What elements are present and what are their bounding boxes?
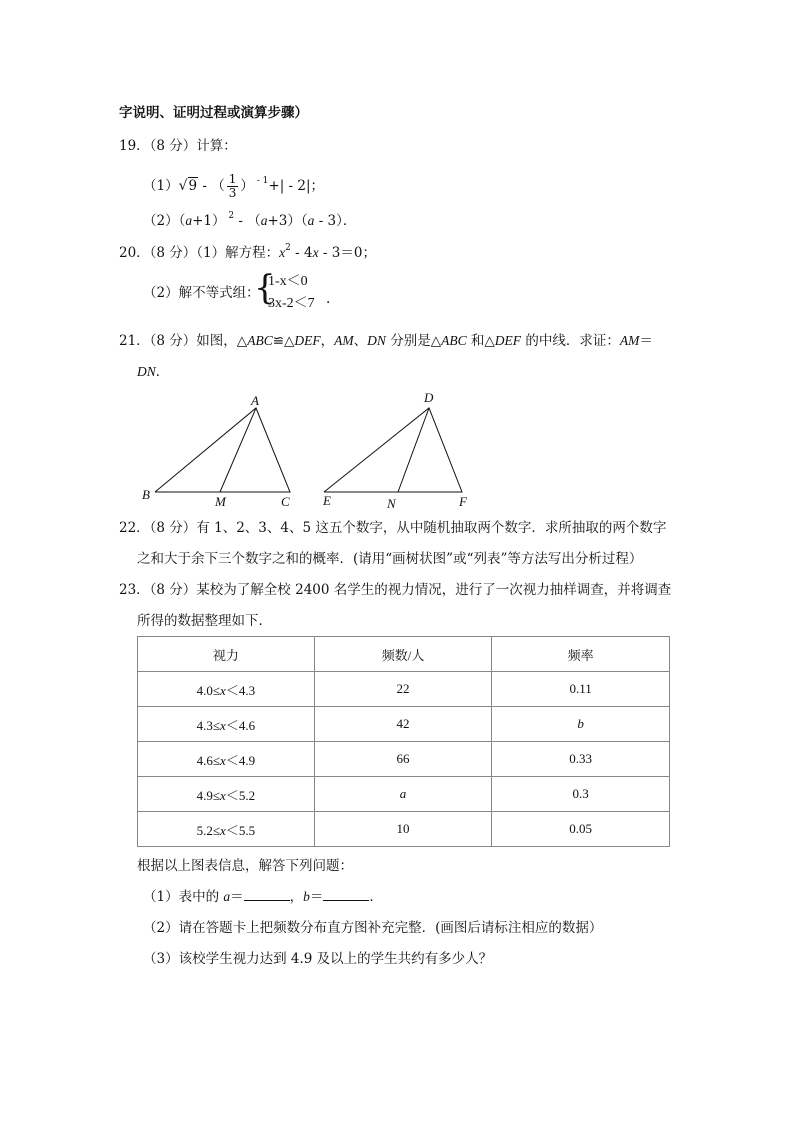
q21-and: 和△ [466,333,495,349]
label-f: F [459,494,467,509]
table-row [138,672,670,707]
range-cell: 4.9≤x＜5.2 [138,777,315,812]
q23-sub3: （3）该校学生视力达到 4.9 及以上的学生共约有多少人？ [143,951,493,967]
freq-cell: 66 [314,742,492,777]
q22-line1: 22．（8 分）有 1、2、3、4、5 这五个数字，从中随机抽取两个数字．求所抽取的两个数字 [119,520,667,536]
table-row [138,812,670,847]
label-n: N [387,496,396,511]
rate-cell: 0.11 [492,672,670,707]
table-header-cell: 频数/人 [314,637,492,672]
rate-cell: 0.05 [492,812,670,847]
q23-line1: 23．（8 分）某校为了解全校 2400 名学生的视力情况，进行了一次视力抽样调查，并将调查 [119,582,672,598]
label-d: D [424,392,434,405]
inequality-2: 3x-2＜7 [268,296,315,311]
seg-am: AM [619,333,640,348]
freq-cell: a [314,777,492,812]
q20-eq-end: - 3＝0； [318,245,376,261]
q19-p1-minus: - （ [198,178,225,194]
table-header-row [138,637,670,672]
q20-title: 20．（8 分）（1）解方程： [119,245,280,261]
q19-p1-rest: +| - 2|； [268,178,325,194]
q21-line1 [119,331,653,351]
exponent-two: 2 [225,211,235,221]
tri-abc: ABC [247,333,273,348]
q19-p2-mid3: +3）（ [267,213,308,229]
label-m: M [215,494,226,509]
q19-p1-prefix: （1） [143,178,179,194]
answer-blank-a [244,888,290,901]
left-brace: { [254,268,276,308]
q20-part1 [119,238,376,263]
seg-dn: DN [137,364,156,379]
q21-eq: ＝ [639,333,653,349]
table-row [138,777,670,812]
q20-part2-label: （2）解不等式组： [143,285,260,301]
q21-line2 [137,362,169,382]
rate-cell: b [492,707,670,742]
range-cell: 5.2≤x＜5.5 [138,812,315,847]
var-a: a [307,213,315,228]
seg-am: AM [334,333,354,348]
q23-s1-eq: ＝ [230,889,244,905]
rate-cell: 0.33 [492,742,670,777]
table-row [138,742,670,777]
exponent-neg-one: - 1 [253,176,269,186]
q23-after-table: 根据以上图表信息，解答下列问题： [137,858,353,874]
q19-p2-end: - 3）． [314,213,357,229]
q23-s1-end: ． [369,889,383,905]
q21-tail: 的中线．求证： [521,333,620,349]
vision-data-table [137,636,670,847]
q19-p2-prefix: （2）（ [143,213,186,229]
fraction-one-third [227,173,239,200]
exponent-two: 2 [285,243,291,253]
sqrt-symbol: √ [178,178,188,194]
range-cell: 4.0≤x＜4.3 [138,672,315,707]
q19-part1 [143,166,324,201]
table-row [138,707,670,742]
label-e: E [323,493,331,508]
q23-sub1 [143,887,383,907]
freq-cell: 22 [314,672,492,707]
seg-dn: DN [367,333,386,348]
freq-cell: 42 [314,707,492,742]
q23-s1-prefix: （1）表中的 [143,889,224,905]
sqrt-radicand: 9 [188,178,198,194]
q23-s1-comma: ， [289,889,304,905]
q21-sep: 、 [353,333,368,349]
triangle-def [324,408,462,492]
inequality-1: 1-x＜0 [268,274,308,289]
rate-cell: 0.3 [492,777,670,812]
tri-def: DEF [294,333,321,348]
frac-numerator: 1 [228,172,237,186]
q23-sub2: （2）请在答题卡上把频数分布直方图补充完整．(画图后请标注相应的数据） [143,920,603,936]
range-cell: 4.3≤x＜4.6 [138,707,315,742]
range-cell: 4.6≤x＜4.9 [138,742,315,777]
q20-end-period: . [326,291,331,307]
label-a: A [251,393,259,408]
var-a: a [223,889,231,904]
var-x: x [279,245,286,260]
congruent-sign: ≌△ [272,333,295,349]
section-header: 字说明、证明过程或演算步骤） [119,105,308,121]
q20-eq-rest: - 4 [290,245,313,261]
var-x: x [312,245,319,260]
q23-s1-eq: ＝ [309,889,324,905]
table-header-cell: 视力 [138,637,315,672]
q19-p2-mid2: - （ [234,213,261,229]
table-header-cell: 频率 [492,637,670,672]
median-am [220,408,256,492]
q21-end: ． [155,364,170,380]
answer-blank-b [323,888,369,901]
var-a: a [260,213,268,228]
label-b: B [142,487,150,502]
q21-comma: ， [320,333,335,349]
tri-abc: ABC [441,333,467,348]
triangle-abc [155,408,290,492]
q22-line2: 之和大于余下三个数字之和的概率．(请用“画树状图”或“列表”等方法写出分析过程） [137,551,643,567]
q19-p1-close: ） [240,178,254,194]
q21-mid: 分别是△ [385,333,442,349]
freq-cell: 10 [314,812,492,847]
label-c: C [281,494,290,509]
frac-denominator: 3 [228,186,237,200]
q19-part2 [143,206,356,231]
q21-intro: 21．（8 分）如图，△ [119,333,248,349]
q23-line2: 所得的数据整理如下． [137,613,272,629]
q19-p2-mid1: +1） [192,213,226,229]
var-b: b [303,889,310,904]
tri-def: DEF [494,333,522,348]
var-a: a [185,213,193,228]
triangles-figure [135,392,475,512]
q19-title: 19．（8 分）计算： [119,138,237,154]
